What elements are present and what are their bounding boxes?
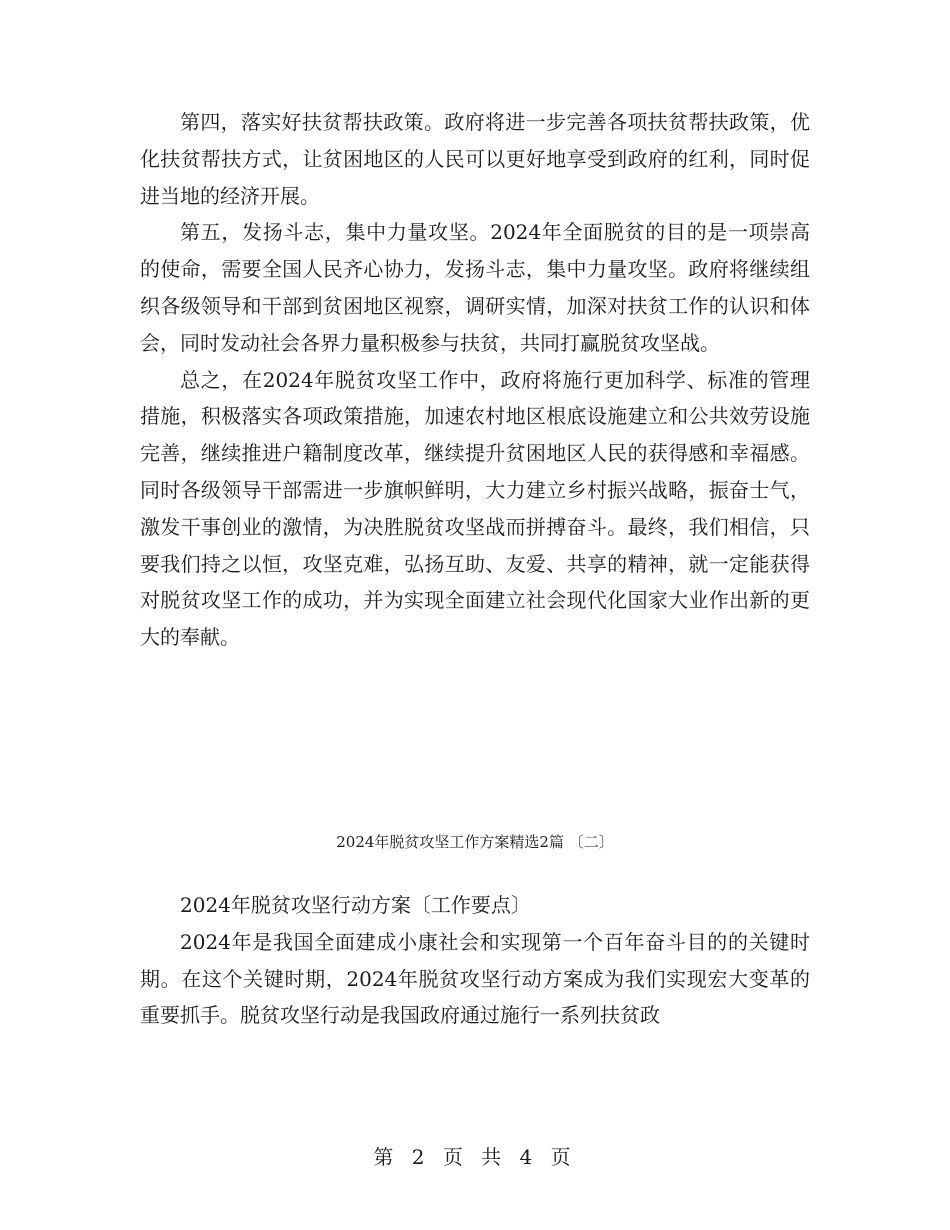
page-number-footer: 第 2 页 共 4 页 [373,1145,577,1169]
section-subtitle: 2024年脱贫攻坚行动方案〔工作要点〕 [180,893,531,917]
paragraph-fourth-point: 第四，落实好扶贫帮扶政策。政府将进一步完善各项扶贫帮扶政策，优化扶贫帮扶方式，让贫困地区的人民可以更好地享受到政府的红利，同时促进当地的经济开展。 [140,110,810,208]
section-paragraph-intro: 2024年是我国全面建成小康社会和实现第一个百年奋斗目的的关键时期。在这个关键时期，2024年脱贫攻坚行动方案成为我们实现宏大变革的重要抓手。脱贫攻坚行动是我国政府通过施行一系列扶贫政 [140,929,810,1028]
paragraph-conclusion: 总之，在2024年脱贫攻坚工作中，政府将施行更加科学、标准的管理措施，积极落实各项政策措施，加速农村地区根底设施建立和公共效劳设施完善，继续推进户籍制度改革，继续提升贫困地区人民的获得感和幸福感。同时各级领导干部需进一步旗帜鲜明，大力建立乡村振兴战略，振奋士气，激发干事创业的激情，为决胜脱贫攻坚战而拼搏奋斗。最终，我们相信，只要我们持之以恒，攻坚克难，弘扬互助、友爱、共享的精神，就一定能获得对脱贫攻坚工作的成功，并为实现全面建立社会现代化国家大业作出新的更大的奉献。 [140,367,810,650]
section-body [140,887,810,1034]
paragraph-fifth-point: 第五，发扬斗志，集中力量攻坚。2024年全面脱贫的目的是一项崇高的使命，需要全国人民齐心协力，发扬斗志，集中力量攻坚。政府将继续组织各级领导和干部到贫困地区视察，调研实情，加深对扶贫工作的认识和体会，同时发动社会各界力量积极参与扶贫，共同打赢脱贫攻坚战。 [140,220,810,355]
section-title: 2024年脱贫攻坚工作方案精选2篇 〔二〕 [336,833,614,851]
document-body [140,104,810,656]
